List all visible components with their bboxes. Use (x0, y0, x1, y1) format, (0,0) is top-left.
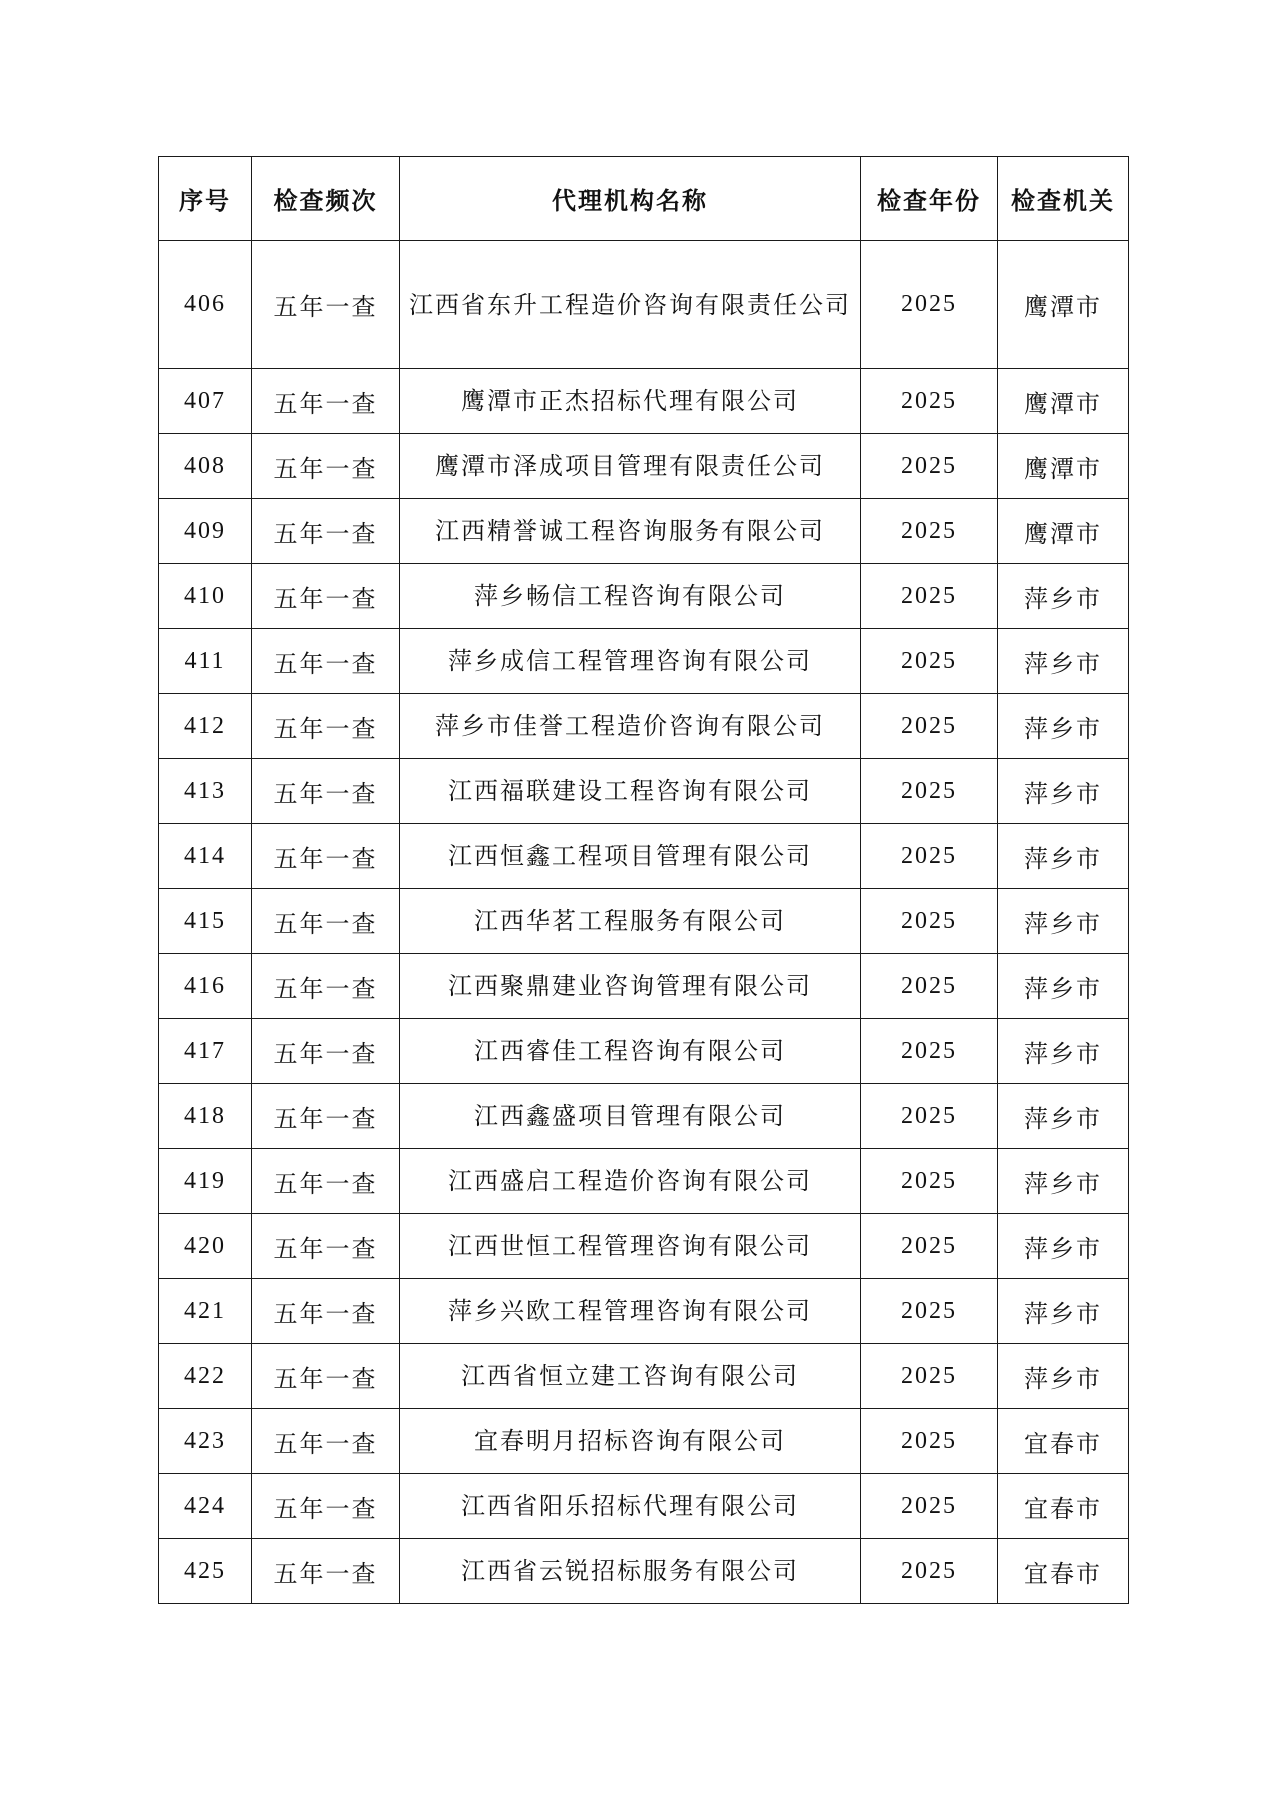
cell-seq: 413 (159, 759, 252, 824)
cell-authority: 萍乡市 (998, 629, 1129, 694)
cell-authority: 萍乡市 (998, 1344, 1129, 1409)
cell-year: 2025 (861, 369, 998, 434)
cell-seq: 414 (159, 824, 252, 889)
table-row (159, 1474, 1129, 1539)
table-row (159, 369, 1129, 434)
cell-agency-name: 江西省东升工程造价咨询有限责任公司 (400, 241, 861, 369)
cell-authority: 鹰潭市 (998, 499, 1129, 564)
header-agency-name: 代理机构名称 (400, 157, 861, 241)
cell-agency-name: 江西华茗工程服务有限公司 (400, 889, 861, 954)
cell-agency-name: 鹰潭市泽成项目管理有限责任公司 (400, 434, 861, 499)
cell-agency-name: 江西睿佳工程咨询有限公司 (400, 1019, 861, 1084)
cell-agency-name: 萍乡兴欧工程管理咨询有限公司 (400, 1279, 861, 1344)
cell-authority: 萍乡市 (998, 1149, 1129, 1214)
cell-frequency: 五年一查 (252, 1409, 400, 1474)
cell-authority: 萍乡市 (998, 889, 1129, 954)
cell-agency-name: 江西聚鼎建业咨询管理有限公司 (400, 954, 861, 1019)
cell-seq: 408 (159, 434, 252, 499)
cell-agency-name: 萍乡畅信工程咨询有限公司 (400, 564, 861, 629)
table-row (159, 434, 1129, 499)
cell-authority: 宜春市 (998, 1539, 1129, 1604)
table-row (159, 824, 1129, 889)
cell-agency-name: 萍乡成信工程管理咨询有限公司 (400, 629, 861, 694)
cell-agency-name: 江西鑫盛项目管理有限公司 (400, 1084, 861, 1149)
cell-authority: 鹰潭市 (998, 369, 1129, 434)
cell-seq: 422 (159, 1344, 252, 1409)
table-header (159, 157, 1129, 241)
table-row (159, 1279, 1129, 1344)
table-row (159, 629, 1129, 694)
cell-year: 2025 (861, 241, 998, 369)
table-row (159, 1344, 1129, 1409)
cell-seq: 406 (159, 241, 252, 369)
table-row (159, 564, 1129, 629)
cell-seq: 410 (159, 564, 252, 629)
cell-seq: 423 (159, 1409, 252, 1474)
table-row (159, 694, 1129, 759)
cell-authority: 萍乡市 (998, 1019, 1129, 1084)
cell-frequency: 五年一查 (252, 889, 400, 954)
cell-agency-name: 江西恒鑫工程项目管理有限公司 (400, 824, 861, 889)
table-row (159, 241, 1129, 369)
cell-agency-name: 江西福联建设工程咨询有限公司 (400, 759, 861, 824)
cell-seq: 415 (159, 889, 252, 954)
header-seq: 序号 (159, 157, 252, 241)
cell-year: 2025 (861, 1474, 998, 1539)
cell-authority: 萍乡市 (998, 1084, 1129, 1149)
cell-frequency: 五年一查 (252, 629, 400, 694)
cell-seq: 418 (159, 1084, 252, 1149)
table-row (159, 1409, 1129, 1474)
table-row (159, 1084, 1129, 1149)
cell-year: 2025 (861, 759, 998, 824)
cell-frequency: 五年一查 (252, 759, 400, 824)
cell-agency-name: 江西世恒工程管理咨询有限公司 (400, 1214, 861, 1279)
table-row (159, 1214, 1129, 1279)
cell-frequency: 五年一查 (252, 1539, 400, 1604)
cell-agency-name: 鹰潭市正杰招标代理有限公司 (400, 369, 861, 434)
cell-agency-name: 江西精誉诚工程咨询服务有限公司 (400, 499, 861, 564)
cell-authority: 鹰潭市 (998, 434, 1129, 499)
cell-frequency: 五年一查 (252, 434, 400, 499)
header-authority: 检查机关 (998, 157, 1129, 241)
cell-year: 2025 (861, 889, 998, 954)
cell-authority: 宜春市 (998, 1409, 1129, 1474)
cell-frequency: 五年一查 (252, 1279, 400, 1344)
table-row (159, 1019, 1129, 1084)
cell-frequency: 五年一查 (252, 1214, 400, 1279)
header-frequency: 检查频次 (252, 157, 400, 241)
cell-frequency: 五年一查 (252, 1149, 400, 1214)
cell-year: 2025 (861, 564, 998, 629)
cell-seq: 424 (159, 1474, 252, 1539)
header-row (159, 157, 1129, 241)
cell-authority: 萍乡市 (998, 1214, 1129, 1279)
cell-year: 2025 (861, 954, 998, 1019)
table-row (159, 759, 1129, 824)
cell-authority: 鹰潭市 (998, 241, 1129, 369)
cell-seq: 425 (159, 1539, 252, 1604)
cell-frequency: 五年一查 (252, 564, 400, 629)
table-body (159, 241, 1129, 1604)
cell-seq: 409 (159, 499, 252, 564)
table-row (159, 1539, 1129, 1604)
cell-seq: 419 (159, 1149, 252, 1214)
cell-authority: 萍乡市 (998, 564, 1129, 629)
cell-authority: 宜春市 (998, 1474, 1129, 1539)
cell-seq: 416 (159, 954, 252, 1019)
cell-frequency: 五年一查 (252, 241, 400, 369)
cell-frequency: 五年一查 (252, 1084, 400, 1149)
cell-year: 2025 (861, 1539, 998, 1604)
cell-authority: 萍乡市 (998, 824, 1129, 889)
cell-agency-name: 江西省恒立建工咨询有限公司 (400, 1344, 861, 1409)
cell-authority: 萍乡市 (998, 1279, 1129, 1344)
cell-frequency: 五年一查 (252, 1344, 400, 1409)
cell-year: 2025 (861, 1344, 998, 1409)
cell-year: 2025 (861, 434, 998, 499)
cell-authority: 萍乡市 (998, 694, 1129, 759)
cell-authority: 萍乡市 (998, 759, 1129, 824)
cell-seq: 421 (159, 1279, 252, 1344)
cell-seq: 407 (159, 369, 252, 434)
cell-frequency: 五年一查 (252, 499, 400, 564)
cell-seq: 420 (159, 1214, 252, 1279)
cell-agency-name: 宜春明月招标咨询有限公司 (400, 1409, 861, 1474)
cell-seq: 417 (159, 1019, 252, 1084)
table-row (159, 1149, 1129, 1214)
cell-year: 2025 (861, 499, 998, 564)
table-row (159, 889, 1129, 954)
cell-agency-name: 江西省云锐招标服务有限公司 (400, 1539, 861, 1604)
cell-seq: 412 (159, 694, 252, 759)
cell-year: 2025 (861, 1019, 998, 1084)
table-row (159, 499, 1129, 564)
cell-year: 2025 (861, 694, 998, 759)
cell-year: 2025 (861, 1084, 998, 1149)
cell-year: 2025 (861, 1279, 998, 1344)
cell-year: 2025 (861, 629, 998, 694)
cell-frequency: 五年一查 (252, 694, 400, 759)
cell-year: 2025 (861, 824, 998, 889)
cell-year: 2025 (861, 1214, 998, 1279)
cell-agency-name: 江西盛启工程造价咨询有限公司 (400, 1149, 861, 1214)
cell-year: 2025 (861, 1409, 998, 1474)
cell-agency-name: 江西省阳乐招标代理有限公司 (400, 1474, 861, 1539)
header-year: 检查年份 (861, 157, 998, 241)
cell-frequency: 五年一查 (252, 824, 400, 889)
cell-frequency: 五年一查 (252, 1474, 400, 1539)
cell-year: 2025 (861, 1149, 998, 1214)
table-row (159, 954, 1129, 1019)
cell-frequency: 五年一查 (252, 1019, 400, 1084)
cell-seq: 411 (159, 629, 252, 694)
cell-authority: 萍乡市 (998, 954, 1129, 1019)
cell-frequency: 五年一查 (252, 954, 400, 1019)
cell-frequency: 五年一查 (252, 369, 400, 434)
inspection-table (158, 156, 1129, 1604)
cell-agency-name: 萍乡市佳誉工程造价咨询有限公司 (400, 694, 861, 759)
